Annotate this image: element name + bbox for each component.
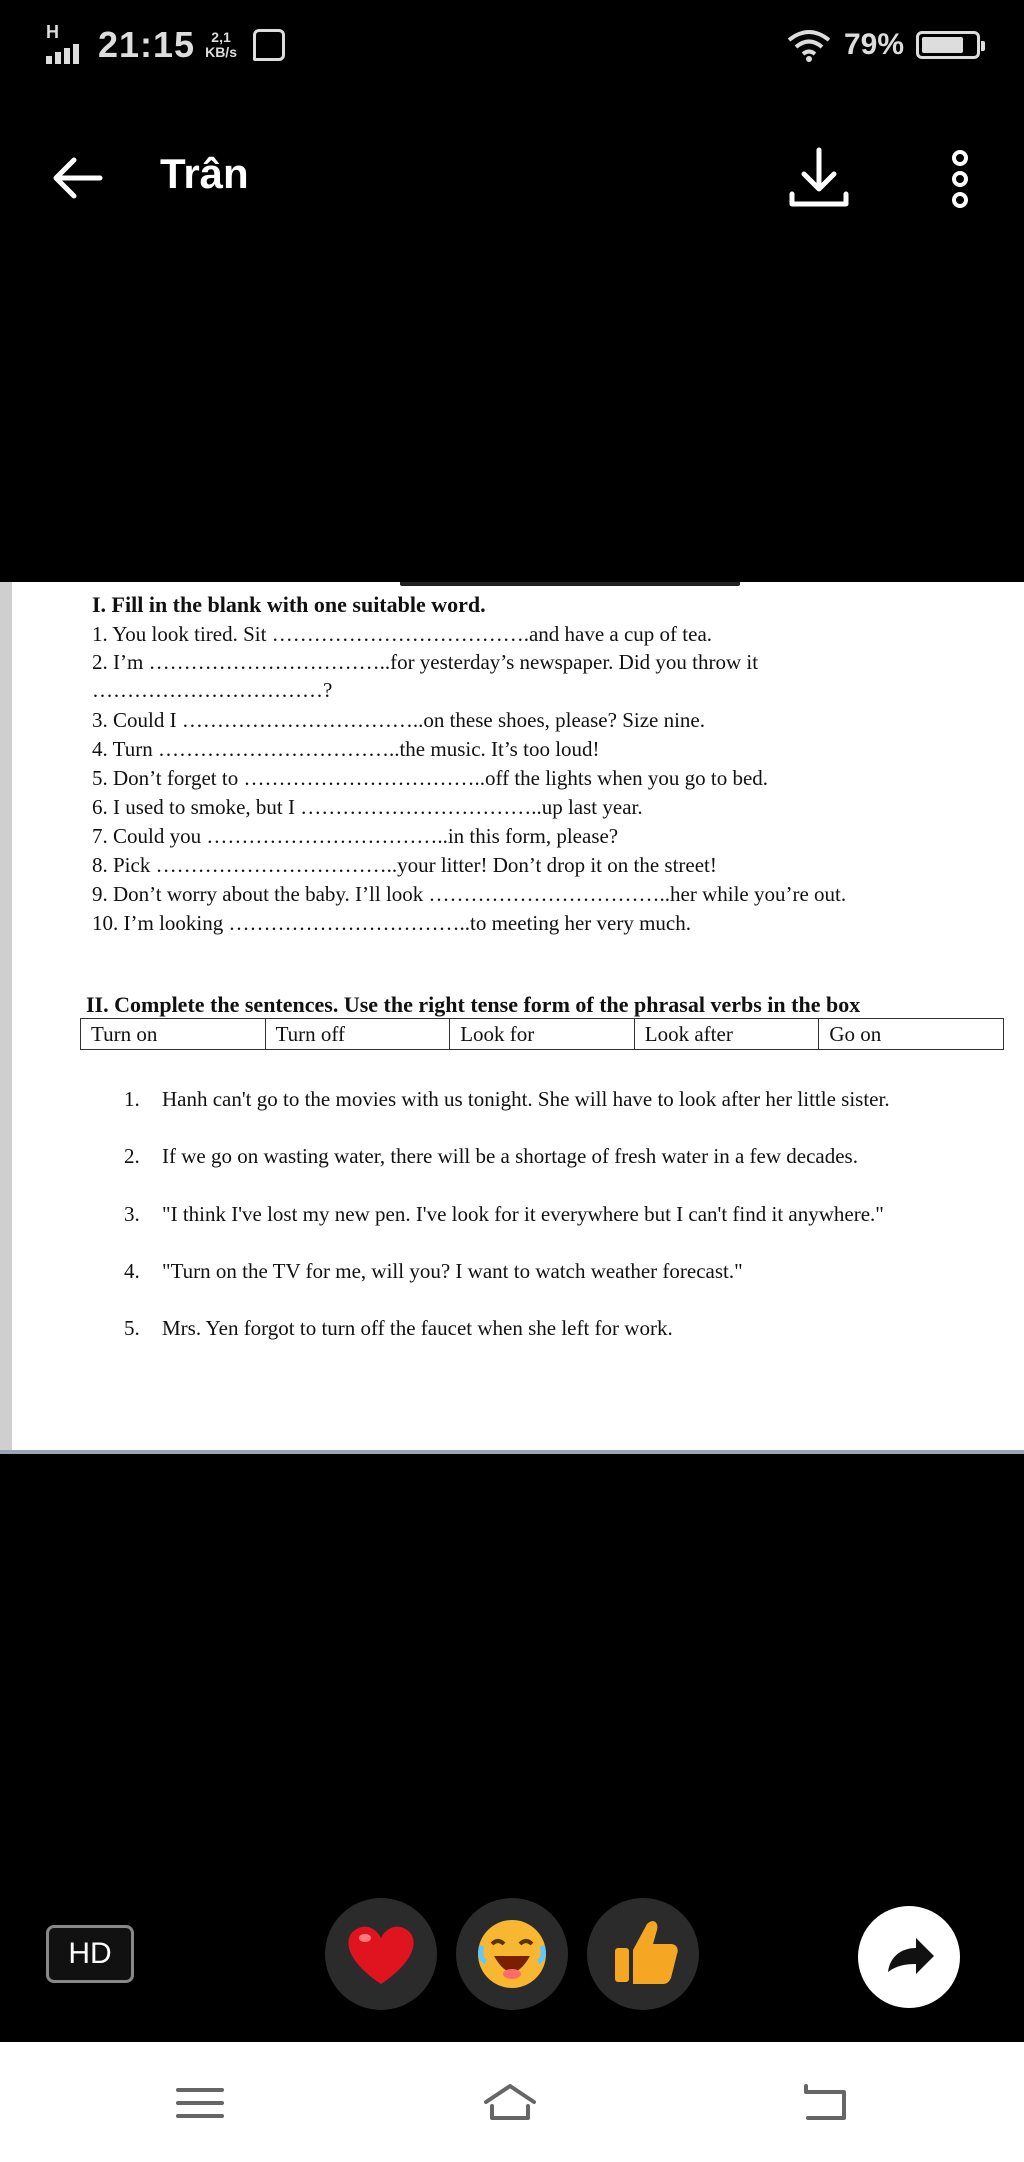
answer-line — [124, 1087, 890, 1112]
worksheet-image[interactable] — [0, 582, 1024, 1454]
wifi-icon — [786, 28, 832, 62]
answer-text: If we go on wasting water, there will be a shortage of fresh water in a few decades. — [162, 1144, 858, 1168]
thumbs-up-icon — [587, 1898, 699, 2010]
exercise-line: 6. I used to smoke, but I ……………………………..up last year. — [92, 795, 643, 819]
phrasal-verb: Go on — [829, 1022, 882, 1046]
status-left — [44, 22, 285, 68]
answer-line — [124, 1259, 743, 1284]
more-vertical-icon[interactable] — [940, 144, 980, 214]
exercise-line: 5. Don’t forget to ……………………………..off the lights when you go to bed. — [92, 766, 769, 790]
status-right — [786, 28, 980, 62]
exercise-line: 2. I’m ……………………………..for yesterday’s newspaper. Did you throw it — [92, 650, 759, 674]
answer-text: "Turn on the TV for me, will you? I want to watch weather forecast." — [162, 1259, 743, 1283]
heart-icon — [325, 1898, 437, 2010]
answer-line — [124, 1202, 884, 1227]
system-navigation-bar — [0, 2042, 1024, 2162]
status-bar — [0, 0, 1024, 96]
answer-number: 5. — [124, 1316, 140, 1340]
section-2-title: II. Complete the sentences. Use the right tense form of the phrasal verbs in the box — [86, 992, 861, 1017]
phrasal-verb: Turn off — [266, 1019, 451, 1049]
home-icon[interactable] — [480, 2078, 540, 2128]
phrasal-verb: Look for — [450, 1019, 635, 1049]
clock: 21:15 — [98, 24, 196, 65]
phrasal-verb: Turn on — [81, 1019, 266, 1049]
answer-line — [124, 1316, 673, 1341]
answer-text: Hanh can't go to the movies with us tonight. She will have to look after her little sister. — [162, 1087, 890, 1111]
answer-number: 3. — [124, 1202, 140, 1226]
hd-toggle-button[interactable]: HD — [46, 1925, 134, 1983]
share-button[interactable] — [858, 1906, 960, 2008]
network-speed — [205, 30, 237, 60]
exercise-line: 4. Turn ……………………………..the music. It’s too loud! — [92, 737, 600, 761]
exercise-line: 1. You look tired. Sit ……………………………….and have a cup of tea. — [92, 622, 713, 646]
answer-line — [124, 1144, 858, 1169]
exercise-line: 10. I’m looking ……………………………..to meeting her very much. — [92, 911, 692, 935]
exercise-line: 9. Don’t worry about the baby. I’ll look ……………………………..her while you’re out. — [92, 882, 847, 906]
phrasal-verb: Look after — [635, 1019, 820, 1049]
download-icon[interactable] — [784, 144, 854, 214]
answer-number: 1. — [124, 1087, 140, 1111]
laugh-reaction-button[interactable] — [456, 1898, 568, 2010]
exercise-line: 3. Could I ……………………………..on these shoes, please? Size nine. — [92, 708, 705, 732]
speed-value: 2,1 — [211, 29, 231, 45]
share-arrow-icon — [858, 1906, 960, 2008]
answer-number: 4. — [124, 1259, 140, 1283]
back-nav-icon[interactable] — [796, 2078, 856, 2128]
signal-icon — [44, 22, 88, 68]
back-arrow-icon[interactable] — [48, 148, 108, 208]
section-1-title: I. Fill in the blank with one suitable word. — [92, 592, 486, 617]
phrasal-verb-box — [80, 1018, 1004, 1050]
answer-number: 2. — [124, 1144, 140, 1168]
like-reaction-button[interactable] — [587, 1898, 699, 2010]
network-type: H — [46, 22, 59, 42]
cropped-heading — [400, 582, 740, 586]
speed-unit: KB/s — [205, 44, 237, 60]
exercise-line: 7. Could you ……………………………..in this form, please? — [92, 824, 619, 848]
answer-text: "I think I've lost my new pen. I've look for it everywhere but I can't find it anywhere." — [162, 1202, 884, 1226]
exercise-line: ……………………………? — [92, 678, 333, 702]
heart-reaction-button[interactable] — [325, 1898, 437, 2010]
sender-name: Trân — [160, 150, 249, 197]
exercise-line: 8. Pick ……………………………..your litter! Don’t drop it on the street! — [92, 853, 717, 877]
zalo-notification-icon — [253, 29, 285, 61]
battery-percent: 79% — [843, 28, 904, 61]
battery-fill — [922, 37, 963, 53]
laughing-face-icon — [456, 1898, 568, 2010]
recent-apps-icon[interactable] — [170, 2078, 230, 2128]
answer-text: Mrs. Yen forgot to turn off the faucet when she left for work. — [162, 1316, 673, 1340]
battery-icon — [916, 31, 980, 59]
viewer-header — [0, 130, 1024, 220]
